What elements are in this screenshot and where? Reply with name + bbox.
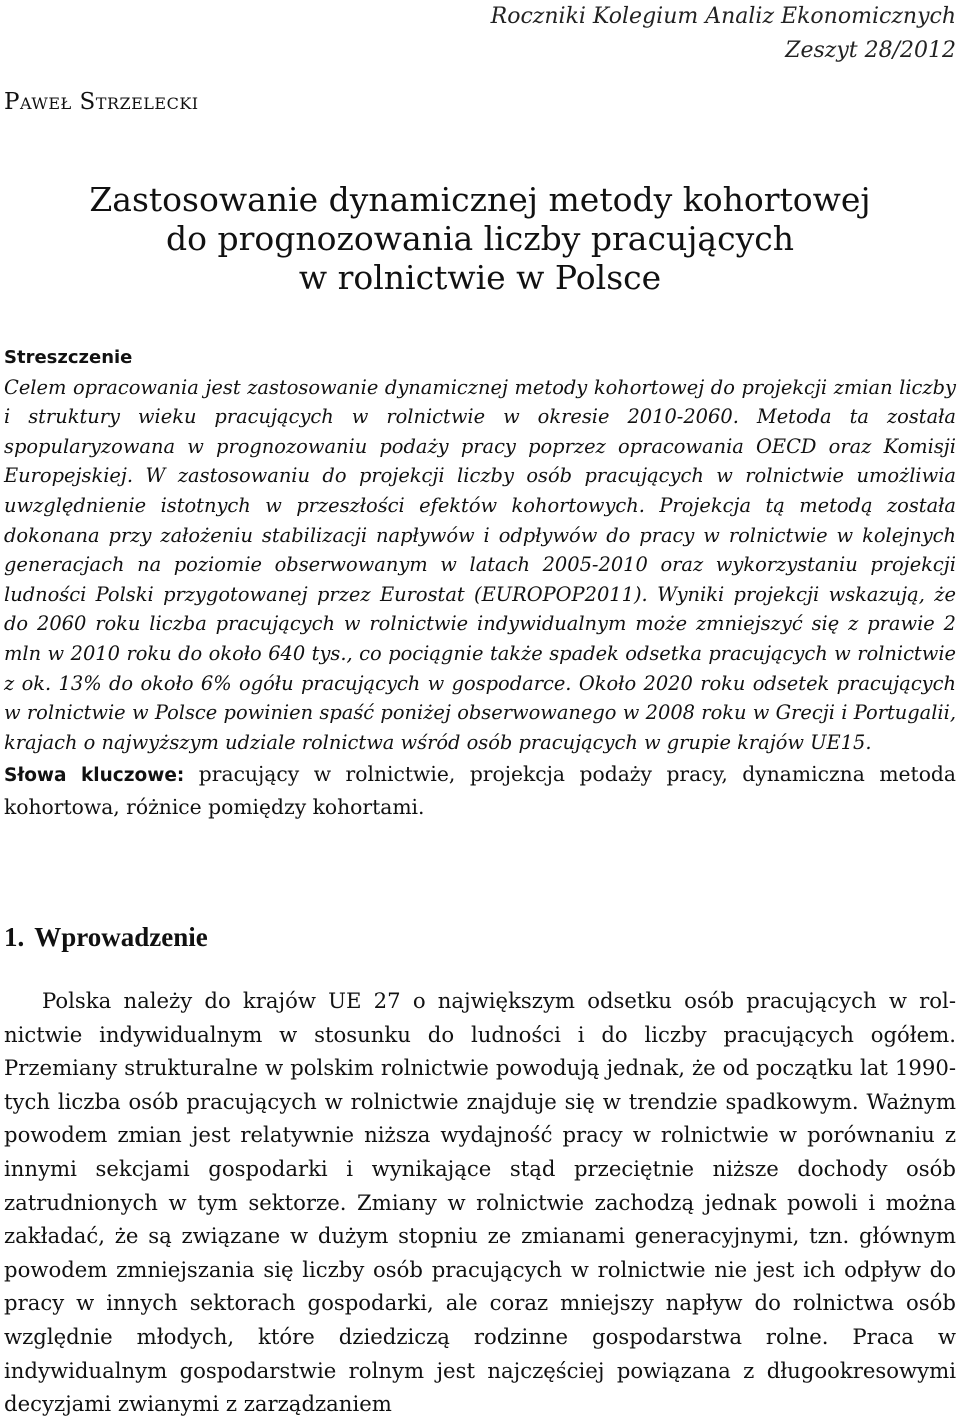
keywords bbox=[4, 759, 956, 823]
title-line: do prognozowania liczby pracujących bbox=[166, 219, 794, 258]
abstract bbox=[4, 343, 956, 823]
paper-title bbox=[0, 180, 960, 297]
section-body: Polska należy do krajów UE 27 o największym odsetku osób pracujących w rolnictwie indywidualnym w stosunku do ludności i do liczby pracujących ogółem. Przemiany strukturalne w polskim rolnictwie powodują jednak, że od początku lat 1990-tych liczba osób pracujących w rolnictwie znajduje się w trendzie spadkowym. Ważnym powodem zmian jest relatywnie niższa wydajność pracy w rolnictwie w porównaniu z innymi sekcjami gospodarki i wynikające stąd przeciętnie niższe dochody osób zatrudnionych w tym sektorze. Zmiany w rolnictwie zachodzą jednak powoli i można zakładać, że są związane w dużym stopniu ze zmianami generacyjnymi, tzn. głównym powodem zmniejszania się liczby osób pracujących w rolnictwie nie jest ich odpływ do pracy w innych sektorach gospodarki, ale coraz mniejszy napływ do rolnictwa osób względnie młodych, które dziedziczą rodzinne gospodarstwa rolne. Praca w indywidualnym gospodarstwie rolnym jest najczęściej powiązana z długookresowymi decyzjami zwianymi z zarządzaniem bbox=[4, 988, 956, 1417]
title-line: Zastosowanie dynamicznej metody kohortowej bbox=[89, 180, 871, 219]
keywords-text: pracujący w rolnictwie, projekcja podaży pracy, dynamiczna metoda kohortowa, różnice pomiędzy kohortami. bbox=[4, 762, 956, 819]
abstract-body: Celem opracowania jest zastosowanie dynamicznej metody kohortowej do projekcji zmian liczby i struktury wieku pracujących w rolnictwie w okresie 2010-2060. Metoda ta została spopularyzowana w prognozowaniu podaży pracy poprzez opracowania OECD oraz Komisji Europejskiej. W zastosowaniu do projekcji liczby osób pracujących w rolnictwie umożliwia uwzględnienie istotnych w przeszłości efektów kohortowych. Projekcja tą metodą została dokonana przy założeniu stabilizacji napływów i odpływów do pracy w rolnictwie w kolejnych generacjach na poziomie obserwowanym w latach 2005-2010 oraz wykorzystaniu projekcji ludności Polski przygotowanej przez Eurostat (EUROPOP2011). Wyniki projekcji wskazują, że do 2060 roku liczba pracujących w rolnictwie indywidualnym może zmniejszyć się z prawie 2 mln w 2010 roku do około 640 tys., co pociągnie także spadek odsetka pracujących w rolnictwie z ok. 13% do około 6% ogółu pracujących w gospodarce. Około 2020 roku odsetek pracujących w rolnictwie w Polsce powinien spaść poniżej obserwowanego w 2008 roku w Grecji i Portugalii, krajach o najwyższym udziale rolnictwa wśród osób pracujących w grupie krajów UE15. bbox=[4, 375, 956, 754]
keywords-label: Słowa kluczowe: bbox=[4, 765, 185, 787]
section-number: 1. bbox=[4, 922, 25, 952]
section-title: Wprowadzenie bbox=[34, 922, 208, 952]
section-heading bbox=[4, 917, 208, 957]
abstract-heading: Streszczenie bbox=[4, 347, 133, 368]
title-line: w rolnictwie w Polsce bbox=[298, 258, 662, 297]
author-name: Paweł Strzelecki bbox=[4, 89, 199, 115]
journal-issue: Zeszyt 28/2012 bbox=[785, 38, 956, 63]
journal-header bbox=[491, 0, 956, 68]
journal-name: Roczniki Kolegium Analiz Ekonomicznych bbox=[490, 4, 956, 29]
